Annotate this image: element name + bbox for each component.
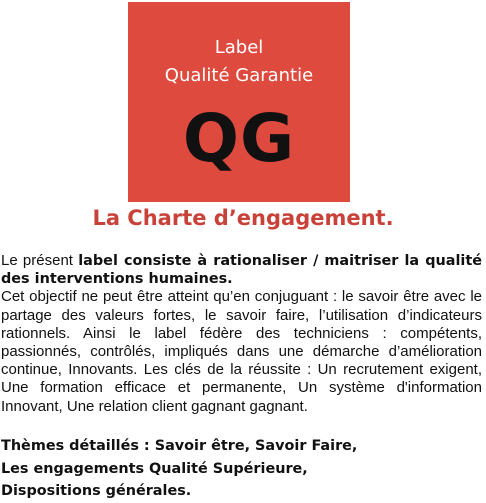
themes-list	[1, 435, 482, 503]
logo-qualite-garantie-text: Qualité Garantie	[164, 65, 314, 86]
theme-line: Les engagements Qualité Supérieure,	[1, 460, 308, 477]
intro-lead: Le présent	[1, 252, 79, 269]
label-logo	[128, 2, 350, 202]
intro-emphasis: label consiste à rationaliser / maitriser la qualité des interventions humaines.	[1, 253, 482, 288]
theme-line: Dispositions générales.	[1, 483, 192, 499]
objective-paragraph: Cet objectif ne peut être atteint qu’en conjuguant : le savoir être avec le partage des valeurs fortes, le savoir faire, l’utilisation d’indicateurs rationnels. Ainsi le label fédère des techniciens : compétents, passionnés, contrôlés, impliqués dans une démarche d’amélioration continue, Innovants. Les clés de la réussite : Un recrutement exigent, Une formation efficace et permanente, Un système d'information Innovant, Une relation client gagnant gagnant.	[1, 288, 482, 415]
intro-paragraph	[1, 252, 482, 288]
logo-label-text: Label	[214, 37, 264, 58]
logo-qg-mark: QG	[182, 100, 296, 177]
theme-line: Thèmes détaillés : Savoir être, Savoir Faire,	[1, 438, 358, 454]
charter-title: La Charte d’engagement.	[92, 206, 394, 230]
charter-body	[1, 252, 482, 416]
